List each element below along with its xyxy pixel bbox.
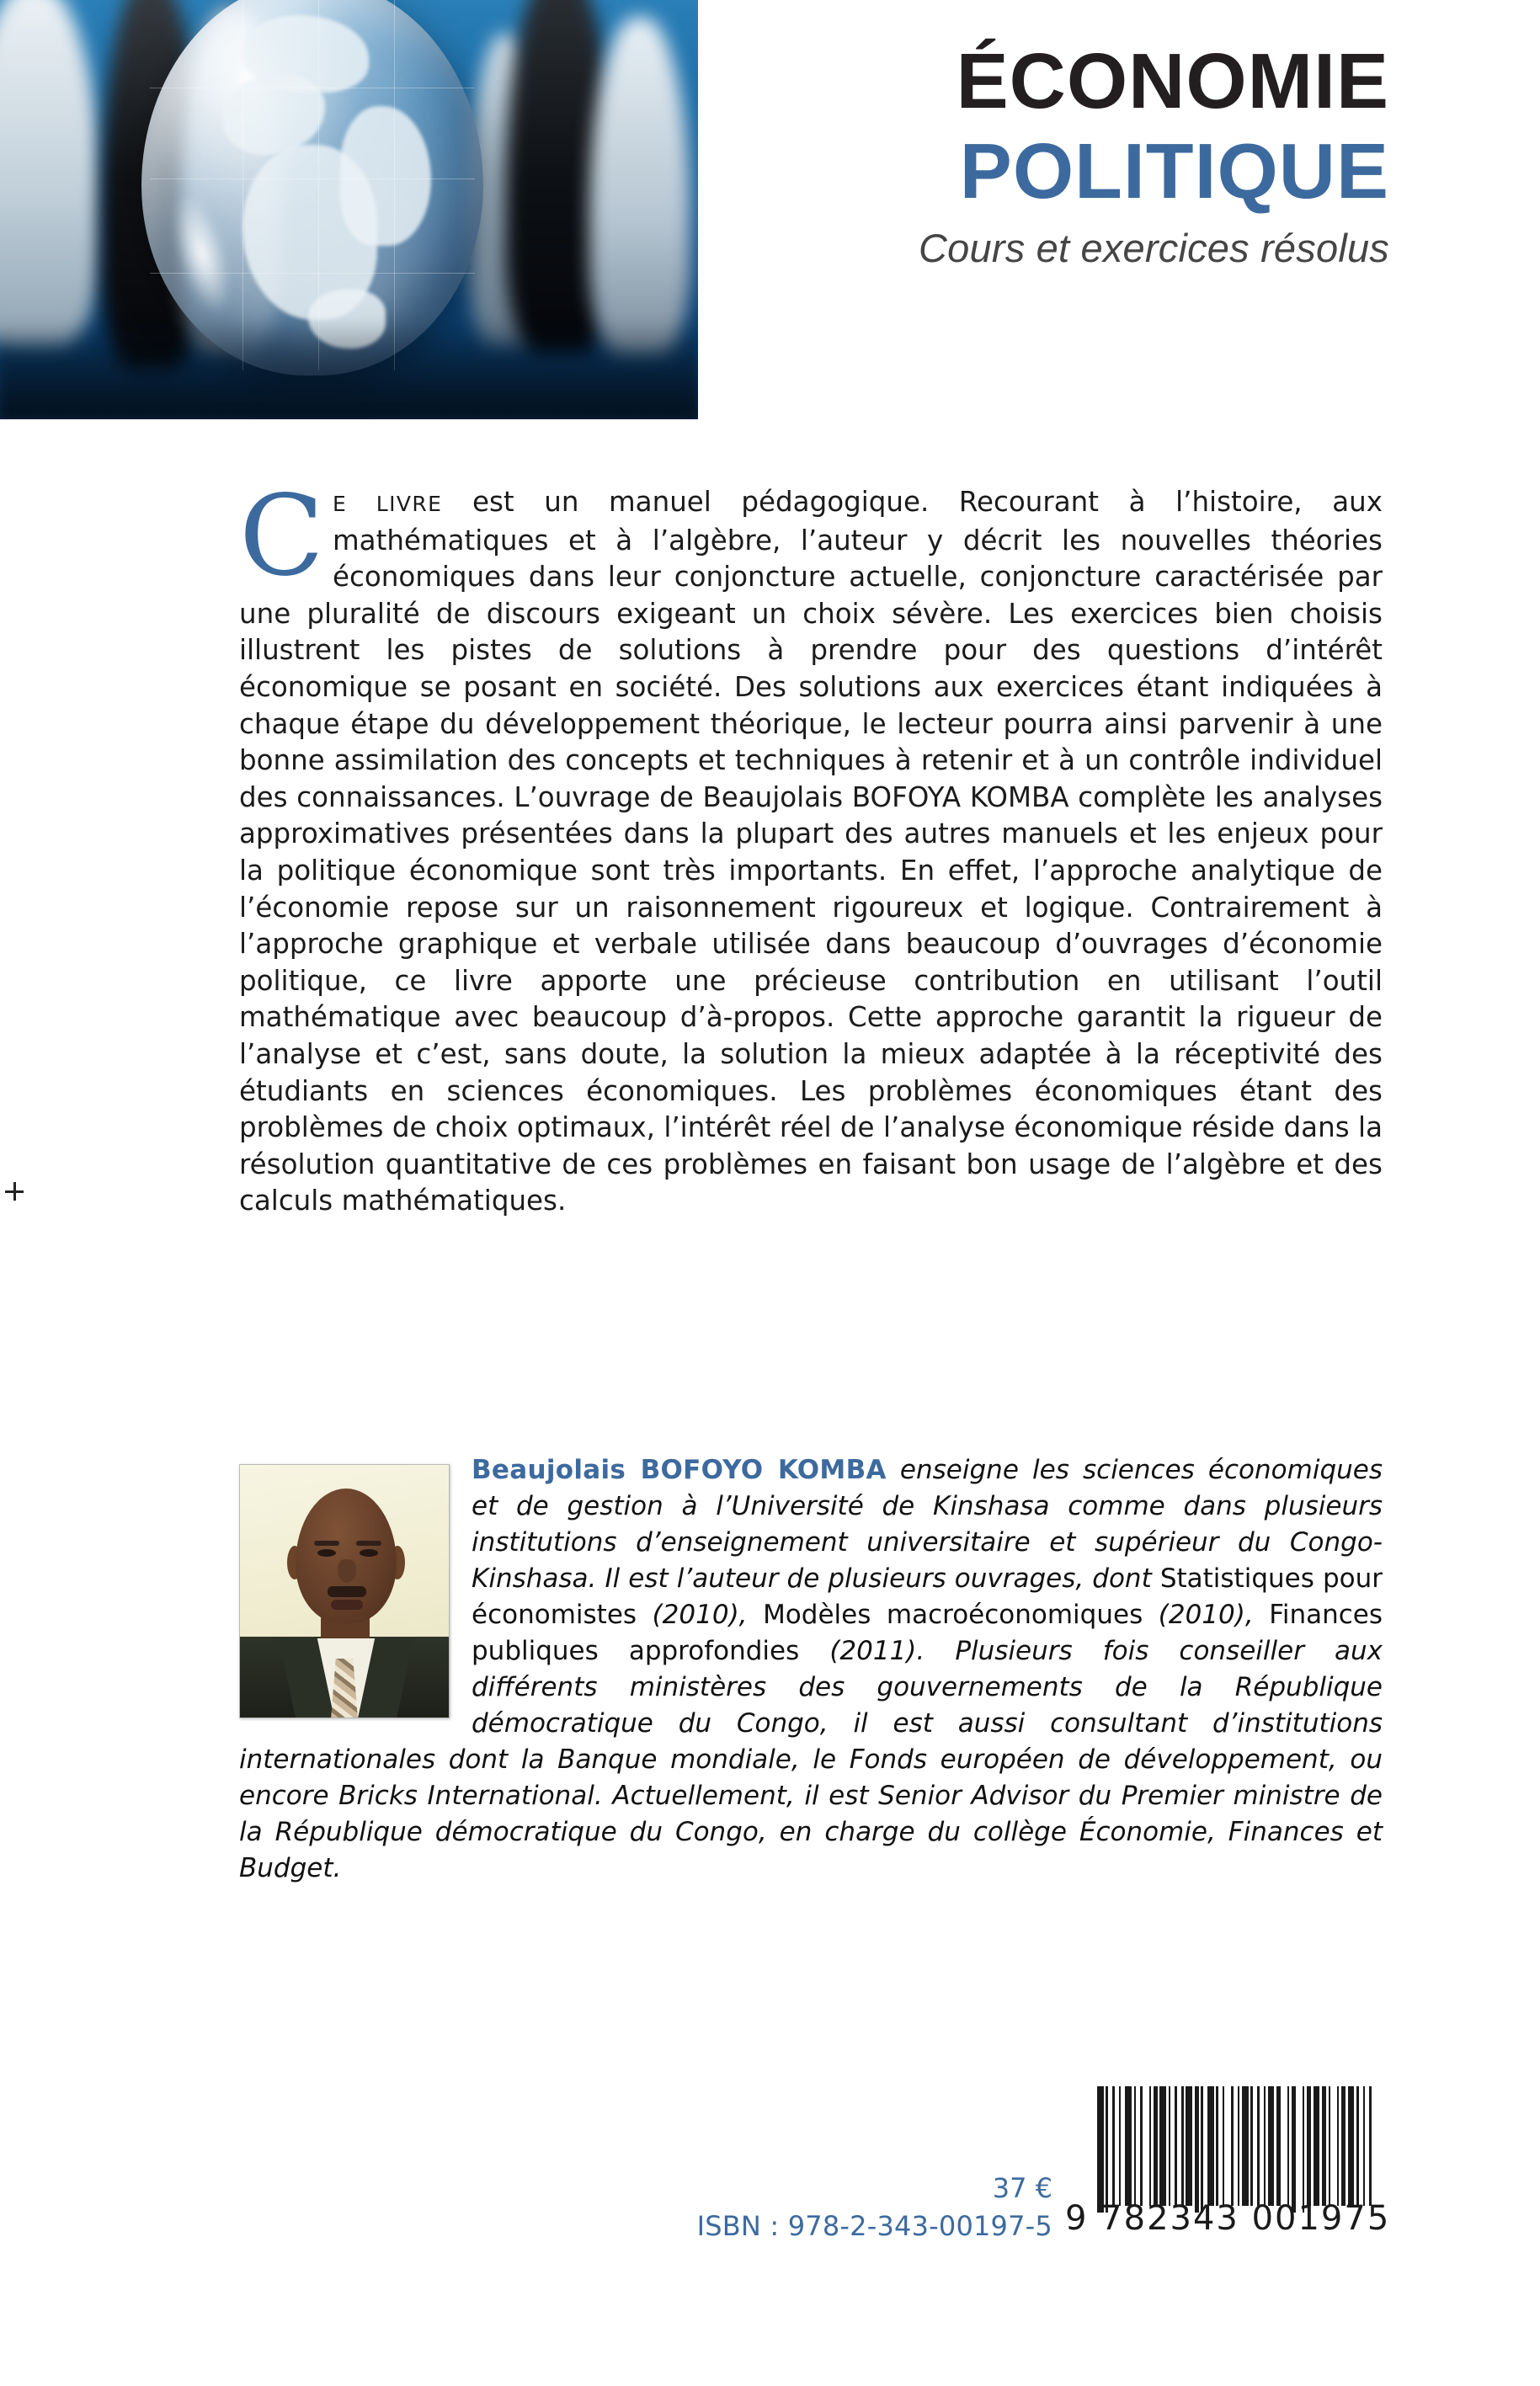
photo-moustache bbox=[328, 1586, 366, 1597]
globe-meridian-2 bbox=[318, 0, 319, 370]
chessboard-floor-shadow bbox=[0, 318, 698, 419]
author-biography bbox=[239, 1452, 1383, 1887]
isbn-label: ISBN : 978-2-343-00197-5 bbox=[696, 2210, 1052, 2242]
globe-parallel-equator bbox=[150, 178, 475, 179]
bio-text-part-2: (2010), bbox=[637, 1600, 764, 1630]
barcode-bars bbox=[1097, 2086, 1378, 2206]
author-portrait-photo bbox=[239, 1464, 450, 1718]
bio-text-part-1: enseigne les sciences économiques et de gestion à l’Université de Kinshasa comme dans plusieurs institutions d’enseignement universitaire et supérieur du Congo-Kinshasa. Il est l’auteur de plusieurs ouvrages, dont bbox=[472, 1455, 1383, 1594]
ean13-barcode bbox=[1065, 2086, 1391, 2238]
title-block bbox=[724, 37, 1389, 271]
bio-work-title-3: Finances publiques approfondies bbox=[472, 1600, 1383, 1666]
bio-work-title-1: Statistiques pour économistes bbox=[472, 1563, 1383, 1630]
globe-meridian-3 bbox=[394, 0, 395, 370]
back-cover-blurb bbox=[239, 471, 1383, 1220]
globe-meridian-1 bbox=[242, 0, 243, 370]
bio-text-part-4: (2011). Plusieurs fois conseiller aux différents ministères des gouvernements de la République démocratique du Congo, il est aussi consultant d’institutions internationales dont la Banque mondiale, le Fonds européen de développement, ou encore Bricks International. Actuellement, il est Senior Advisor du Premier ministre de la République démocratique du Congo, en charge du collège Économie, Finances et Budget. bbox=[239, 1636, 1383, 1883]
globe-landmass-north-west bbox=[222, 74, 325, 155]
cover-photo-glass-globe bbox=[0, 0, 698, 419]
book-title-sub: POLITIQUE bbox=[959, 126, 1389, 215]
globe-landmass-asia bbox=[340, 106, 431, 246]
bio-text-part-3: (2010), bbox=[1143, 1600, 1270, 1630]
photo-eyebrow-left bbox=[314, 1541, 339, 1546]
blurb-lead-smallcaps: E LIVRE bbox=[333, 492, 443, 516]
photo-mouth bbox=[331, 1600, 363, 1610]
blurb-drop-cap: C bbox=[239, 471, 324, 601]
book-title-main: ÉCONOMIE bbox=[956, 37, 1389, 125]
author-name: Beaujolais BOFOYO KOMBA bbox=[472, 1455, 887, 1485]
bio-work-title-2: Modèles macroéconomiques bbox=[763, 1600, 1143, 1630]
book-subtitle-tagline: Cours et exercices résolus bbox=[919, 225, 1389, 270]
photo-eye-right bbox=[360, 1549, 378, 1557]
blurb-body-text: est un manuel pédagogique. Recourant à l’histoire, aux mathématiques et à l’algèbre, l’auteur y décrit les nouvelles théories économiques dans leur conjoncture actuelle, conjoncture caractérisée par une pluralité de discours exigeant un choix sévère. Les exercices bien choisis illustrent les pistes de solutions à prendre pour des questions d’intérêt économique se posant en société. Des solutions aux exercices étant indiquées à chaque étape du développement théorique, le lecteur pourra ainsi parvenir à une bonne assimilation des concepts et techniques à retenir et à un contrôle individuel des connaissances. L’ouvrage de Beaujolais BOFOYA KOMBA complète les analyses approximatives présentées dans la plupart des autres manuels et les enjeux pour la politique économique sont très importants. En effet, l’approche analytique de l’économie repose sur un raisonnement rigoureux et logique. Contrairement à l’approche graphique et verbale utilisée dans beaucoup d’ouvrages d’économie politique, ce livre apporte une précieuse contribution en utilisant l’outil mathématique avec beaucoup d’à-propos. Cette approche garantit la rigueur de l’analyse et c’est, sans doute, la solution la mieux adaptée à la réceptivité des étudiants en sciences économiques. Les problèmes économiques étant des problèmes de choix optimaux, l’intérêt réel de l’analyse économique réside dans la résolution quantitative de ces problèmes en faisant bon usage de l’algèbre et des calculs mathématiques. bbox=[239, 486, 1383, 1217]
photo-nose bbox=[338, 1559, 356, 1583]
photo-eye-left bbox=[317, 1549, 336, 1557]
barcode-digits: 9 782343 001975 bbox=[1065, 2199, 1391, 2238]
photo-eyebrow-right bbox=[356, 1541, 381, 1546]
price-label: 37 € bbox=[992, 2172, 1052, 2204]
registration-crop-mark bbox=[5, 1182, 24, 1201]
